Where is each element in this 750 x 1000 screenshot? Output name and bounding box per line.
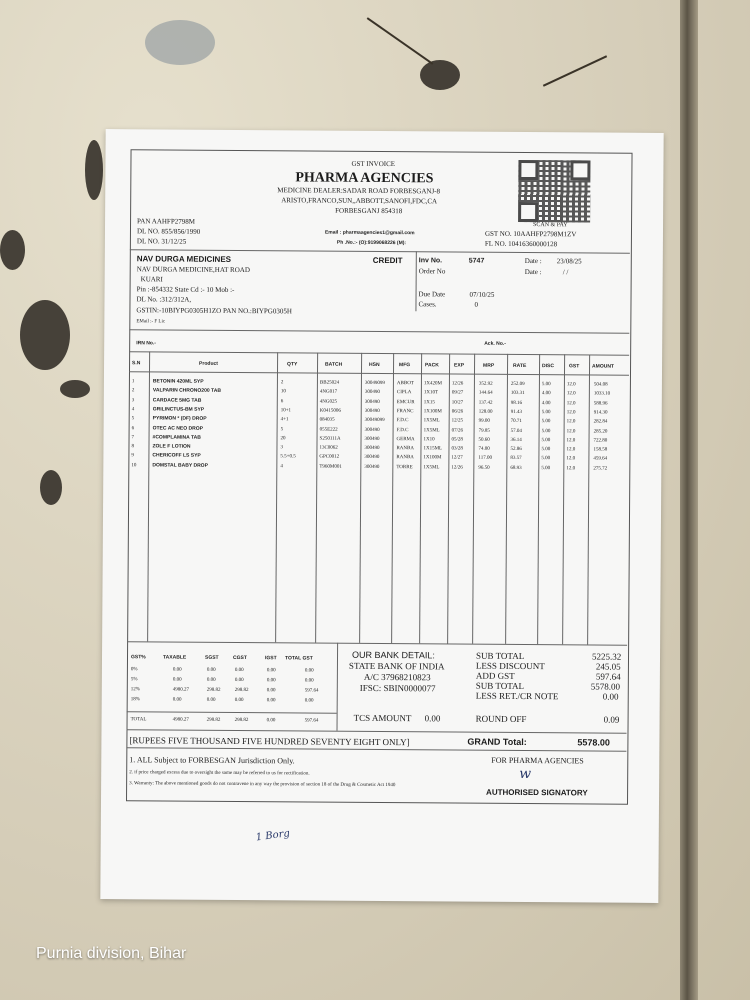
table-cell: PYRIMON * (DF) DROP [152, 415, 207, 422]
paint-splatter [20, 300, 70, 370]
gst-total: 298.82 [206, 717, 221, 723]
table-cell: 3 [131, 397, 135, 403]
table-cell: 144.64 [478, 390, 493, 397]
table-cell: 4.00 [541, 391, 551, 397]
gst-cell: 0.00 [206, 667, 216, 673]
gst-number: GST NO. 10AAHFP2798M1ZV [484, 229, 577, 239]
company-name: PHARMA AGENCIES [295, 170, 434, 187]
gst-cell: 0.00 [266, 668, 276, 674]
table-cell: 12.0 [566, 456, 576, 462]
table-cell: 6 [131, 425, 135, 431]
gst-total: 298.82 [234, 717, 249, 724]
table-cell: 10+1 [280, 408, 292, 414]
table-cell: 12.0 [566, 428, 576, 434]
table-cell: 1X15 [423, 399, 435, 405]
handwritten-note: 1 Borg [255, 828, 291, 844]
photo-caption: Purnia division, Bihar [36, 945, 187, 962]
table-cell: CHERICOFF LS SYP [152, 452, 201, 460]
table-cell: CARDACE 5MG TAB [152, 396, 202, 404]
add-gst: 597.64 [595, 671, 621, 682]
table-cell: F.D.C [396, 418, 409, 424]
gst-cell: 0.00 [266, 678, 276, 684]
order-date: / / [562, 268, 569, 277]
table-cell: 084035 [319, 417, 335, 423]
table-cell: ZOLE F LOTION [152, 443, 191, 450]
tcs-value: 0.00 [424, 713, 441, 724]
table-cell: 12.0 [566, 438, 576, 444]
table-cell: 68.93 [510, 465, 522, 471]
pan-number: PAN AAHFP2798M [137, 217, 195, 226]
table-cell: 5.00 [541, 428, 551, 434]
company-address-3: FORBESGANJ 854318 [335, 206, 403, 216]
company-email: Email : pharmaagencies1@gmail.com [324, 229, 415, 237]
sub-total-label: SUB TOTAL [475, 650, 525, 661]
credit-label: CREDIT [372, 255, 403, 266]
table-cell: 03/28 [451, 446, 463, 452]
table-cell: 5.00 [541, 382, 551, 388]
table-cell: CIPLA [396, 390, 412, 396]
table-cell: F.D.C [396, 427, 409, 433]
table-cell: RANBA [396, 455, 414, 461]
buyer-dl: DL No. :312/312A, [136, 295, 192, 304]
table-cell: #COMPLAMINA TAB [152, 434, 201, 441]
table-cell: BB25024 [319, 380, 340, 386]
gst-cell: 0.00 [266, 688, 276, 694]
gst-row [127, 697, 337, 708]
table-cell: 10/27 [451, 400, 464, 406]
buyer-address-1: NAV DURGA MEDICINE,HAT ROAD [136, 265, 250, 275]
table-cell: 6 [280, 398, 284, 404]
table-cell: 504.08 [593, 382, 608, 388]
table-cell: 3 [280, 445, 283, 451]
invoice-date: 23/08/25 [556, 257, 582, 266]
table-cell: GRILINCTUS-BM SYP [152, 406, 205, 413]
company-address-2: ARISTO,FRANCO,SUN,,ABBOTT,SANOFI,FDC,CA [281, 196, 438, 206]
tcs-label: TCS AMOUNT [353, 712, 412, 724]
table-cell: S250111A [319, 436, 341, 442]
table-cell: 5.5+0.5 [280, 454, 296, 460]
table-cell: 1X5ML [423, 464, 440, 471]
cases-value: 0 [474, 300, 479, 309]
col-header: MFG [399, 362, 411, 369]
gst-cell: 0.00 [172, 677, 182, 683]
gst-cell: 0.00 [304, 668, 314, 674]
table-cell: 09/27 [451, 390, 464, 396]
return-value: 0.00 [602, 691, 619, 702]
table-cell: 4NG017 [319, 389, 338, 395]
gst-cell: 0.00 [172, 697, 182, 703]
table-cell: 8 [131, 444, 134, 450]
table-cell: 10 [131, 462, 137, 468]
table-cell: GPC0012 [319, 454, 340, 461]
table-cell: 300490 [364, 455, 380, 461]
col-header: BATCH [325, 361, 343, 368]
gst-cell: 0.00 [206, 697, 216, 703]
table-cell: 5.00 [541, 419, 551, 425]
table-cell: 99.00 [478, 418, 490, 424]
table-cell: 1X15ML [423, 446, 443, 452]
table-cell: 9 [131, 453, 134, 459]
table-cell: T960M001 [319, 464, 342, 470]
ack-label: Ack. No.- [484, 340, 506, 347]
table-cell: GERMA [396, 436, 415, 443]
table-cell: K0415006 [319, 408, 341, 414]
irn-label: IRN No.- [136, 340, 156, 347]
table-cell: 4.00 [541, 400, 551, 406]
company-phone: Ph .No.:- (O):9199068226 (M): [336, 239, 407, 247]
table-cell: 252.09 [510, 381, 525, 387]
table-cell: 5 [280, 426, 284, 432]
gst-header: GST% [130, 654, 146, 661]
table-cell: 4+1 [280, 417, 289, 423]
inv-no: 5747 [468, 257, 485, 265]
buyer-name: NAV DURGA MEDICINES [136, 254, 232, 264]
table-cell: 07/26 [451, 427, 464, 434]
discount-label: LESS DISCOUNT [475, 660, 545, 672]
table-cell: 30049099 [364, 380, 385, 387]
table-cell: 57.04 [510, 428, 522, 434]
grand-total: 5578.00 [577, 737, 611, 748]
qr-code [518, 160, 590, 223]
table-cell: 10 [280, 389, 286, 395]
table-cell: OTEC AC NEO DROP [152, 424, 204, 432]
gst-total: 4980.27 [172, 717, 189, 723]
table-cell: 20 [280, 436, 286, 442]
table-cell: 2 [131, 388, 135, 394]
table-cell: 12.0 [566, 382, 576, 388]
gst-cell: 0.00 [234, 697, 244, 704]
table-cell: 282.84 [593, 419, 608, 425]
table-cell: 128.00 [478, 409, 493, 415]
table-cell: 5.00 [541, 447, 551, 453]
table-cell: 12/26 [451, 381, 464, 387]
invoice-paper [100, 129, 663, 903]
table-cell: EMCUR [396, 399, 415, 405]
table-cell: 300490 [364, 464, 380, 470]
table-cell: 300490 [364, 436, 380, 442]
gst-cell: 4980.27 [172, 687, 190, 693]
gst-header: TAXABLE [162, 654, 187, 661]
paint-splatter [60, 380, 90, 398]
due-date: 07/10/25 [469, 290, 495, 299]
date2-label: Date : [524, 267, 542, 277]
table-cell: 5.00 [541, 437, 551, 443]
table-cell: 12/25 [451, 418, 464, 424]
gst-cell: 18% [130, 697, 140, 703]
gst-cell: 597.64 [304, 688, 319, 694]
table-cell: 12.0 [566, 410, 576, 416]
terms-2: 2. if price charged excess due to oversight the same may be referred to us for rectification. [129, 770, 310, 777]
for-company: FOR PHARMA AGENCIES [491, 755, 584, 766]
table-cell: 1X100M [423, 455, 442, 461]
company-address-1: MEDICINE DEALER:SADAR ROAD FORBESGANJ-8 [277, 186, 441, 196]
terms-1: 1. ALL Subject to FORBESGAN Jurisdiction Only. [129, 755, 295, 766]
table-cell: RANBA [396, 446, 415, 452]
table-cell: 91.43 [510, 409, 522, 415]
table-cell: 300490 [364, 408, 380, 414]
paint-splatter [40, 470, 62, 505]
table-cell: 12.0 [566, 419, 576, 425]
gst-cell: 0.00 [172, 667, 182, 673]
inv-no-label: Inv No. [418, 257, 443, 265]
return-label: LESS RET./CR NOTE [475, 690, 559, 702]
table-cell: 12/26 [451, 465, 463, 471]
table-cell: 1X100M [423, 409, 442, 415]
gst-cell: 0.00 [304, 698, 314, 704]
table-cell: 5.00 [541, 456, 551, 462]
table-cell: 300490 [364, 390, 380, 396]
buyer-gstin: GSTIN:-10BIYPG0305H1ZO PAN NO.:BIYPG0305H [136, 306, 292, 316]
discount: 245.05 [595, 661, 621, 672]
table-cell: 5.00 [541, 465, 551, 471]
paint-splatter [85, 140, 103, 200]
round-off-label: ROUND OFF [475, 713, 527, 725]
table-cell: 12/27 [451, 455, 463, 461]
cases-label: Cases. [418, 300, 437, 309]
table-cell: 12.0 [566, 391, 576, 397]
table-cell: 4 [280, 463, 283, 469]
table-cell: 83.57 [510, 456, 522, 462]
signature-scribble: w [519, 765, 532, 783]
board-edge [680, 0, 698, 1000]
table-cell: 36.14 [510, 437, 522, 443]
paint-splatter [145, 20, 215, 65]
table-cell: 5 [131, 416, 135, 422]
date-label: Date : [524, 256, 542, 266]
table-cell: 12.0 [566, 400, 576, 406]
table-cell: 588.96 [593, 401, 608, 407]
table-cell: 7 [131, 435, 135, 441]
col-header: MRP [483, 362, 495, 369]
gst-header: TOTAL GST [284, 655, 313, 662]
table-cell: 158.58 [593, 447, 608, 453]
table-cell: 12.0 [566, 465, 576, 472]
table-cell: 137.42 [478, 400, 493, 406]
table-cell: 117.00 [478, 456, 492, 462]
buyer-pin: Pin :-854332 State Cd :- 10 Mob :- [136, 285, 235, 294]
col-header: HSN [369, 361, 380, 368]
table-cell: 52.86 [510, 446, 522, 453]
col-header: PACK [425, 362, 439, 369]
table-cell: 285.20 [593, 428, 608, 435]
gst-header: CGST [232, 654, 247, 662]
col-header: Product [199, 360, 218, 367]
gst-cell: 12% [130, 687, 140, 693]
gst-header: IGST [264, 655, 277, 662]
table-cell: 1X5ML [423, 418, 440, 424]
gst-cell: 0.00 [206, 677, 216, 683]
table-cell: 055E222 [319, 427, 338, 433]
table-cell: 30049099 [364, 418, 385, 424]
sub-total: 5225.32 [591, 651, 622, 662]
table-cell: BETONIN 420ML SYP [152, 378, 204, 385]
table-cell: 96.50 [478, 465, 490, 471]
table-cell: ABBOT [396, 381, 414, 387]
bank-account: A/C 37968210823 [363, 671, 431, 683]
table-cell: 12.0 [566, 447, 576, 453]
table-cell: 1 [131, 379, 135, 385]
paint-splatter [420, 60, 460, 90]
table-cell: 300490 [364, 445, 380, 452]
add-gst-label: ADD GST [475, 670, 515, 681]
gst-cell: 0.00 [234, 667, 244, 674]
gst-total: 597.64 [304, 718, 319, 724]
table-cell: 1033.10 [593, 391, 611, 397]
buyer-address-2: KUARI [140, 275, 163, 284]
gst-cell: 0% [130, 667, 138, 673]
bank-title: OUR BANK DETAIL: [351, 649, 435, 661]
buyer-email: EMail :- F Lic [136, 319, 166, 325]
table-cell: DOMSTAL BABY DROP [152, 462, 208, 469]
gst-cell: 5% [130, 677, 138, 683]
authorised-signatory: AUTHORISED SIGNATORY [486, 787, 588, 798]
gst-cell: 0.00 [266, 698, 276, 704]
invoice-type: GST INVOICE [351, 159, 396, 169]
table-cell: 13C0062 [319, 445, 338, 451]
table-cell: 74.00 [478, 446, 490, 452]
dl-number-1: DL NO. 855/856/1990 [136, 227, 201, 236]
table-cell: 103.31 [510, 391, 525, 397]
gst-rows [127, 667, 337, 704]
sub-total2-label: SUB TOTAL [475, 680, 525, 691]
table-cell: 98.16 [510, 400, 523, 406]
paint-splatter [0, 230, 25, 270]
col-header: DISC [542, 363, 555, 370]
table-cell: 70.71 [510, 419, 522, 425]
gst-summary [127, 641, 338, 730]
items-table [127, 351, 629, 644]
bank-ifsc: IFSC: SBIN0000077 [359, 682, 436, 694]
gst-total: 0.00 [266, 718, 276, 724]
fl-number: FL NO. 10416360000128 [484, 239, 558, 249]
table-cell: VALPARIN CHRONO200 TAB [152, 387, 221, 395]
table-cell: 4NG025 [319, 399, 338, 405]
round-off: 0.09 [603, 714, 620, 725]
gst-header: SGST [204, 654, 219, 661]
col-header: QTY [287, 361, 298, 368]
table-cell: 1X420M [423, 381, 443, 387]
sub-total2: 5578.00 [590, 681, 621, 692]
table-cell: 06/26 [451, 409, 464, 415]
table-cell: 300490 [364, 399, 380, 405]
order-no-label: Order No [418, 267, 446, 276]
table-cell: 2 [280, 380, 284, 386]
table-cell: 1X5ML [423, 427, 440, 433]
table-rows [129, 378, 629, 472]
table-cell: 352.92 [478, 381, 493, 387]
table-cell: 4 [131, 407, 135, 413]
amount-in-words: [RUPEES FIVE THOUSAND FIVE HUNDRED SEVENTY EIGHT ONLY] [129, 735, 410, 748]
dl-number-2: DL NO. 31/12/25 [136, 237, 187, 246]
table-cell: 722.80 [593, 438, 608, 444]
table-cell: 79.85 [478, 428, 490, 434]
table-cell: 914.30 [593, 410, 608, 416]
table-cell: 05/28 [451, 437, 463, 443]
col-header: S.N [132, 360, 141, 367]
scan-pay-label: SCAN & PAY [533, 222, 568, 229]
col-header: AMOUNT [592, 363, 615, 370]
table-cell: FRANC [396, 408, 414, 415]
gst-cell: 298.82 [234, 687, 249, 694]
table-cell: 50.60 [478, 437, 490, 443]
table-cell: TORRE [396, 464, 413, 470]
col-header: GST [569, 363, 580, 370]
due-date-label: Due Date [418, 290, 446, 299]
col-header: RATE [513, 362, 527, 370]
gst-cell: 0.00 [304, 678, 314, 684]
table-cell: 275.72 [593, 466, 608, 472]
table-cell: 459.64 [593, 456, 608, 462]
col-header: EXP [454, 362, 465, 369]
grand-total-label: GRAND Total: [467, 736, 527, 748]
table-cell: 1X10T [423, 390, 439, 396]
gst-cell: 298.82 [206, 687, 221, 693]
table-cell: 300490 [364, 427, 380, 433]
gst-cell: 0.00 [234, 677, 244, 684]
table-cell: 5.00 [541, 410, 551, 416]
table-cell: 1X10 [423, 437, 435, 443]
gst-total: TOTAL [130, 717, 147, 723]
bank-name: STATE BANK OF INDIA [348, 660, 445, 672]
terms-3: 3. Warranty: The above mentioned goods do not contravene in any way the provision of section 18 of the Drug & Cosmetic Act 1940 [129, 781, 396, 789]
